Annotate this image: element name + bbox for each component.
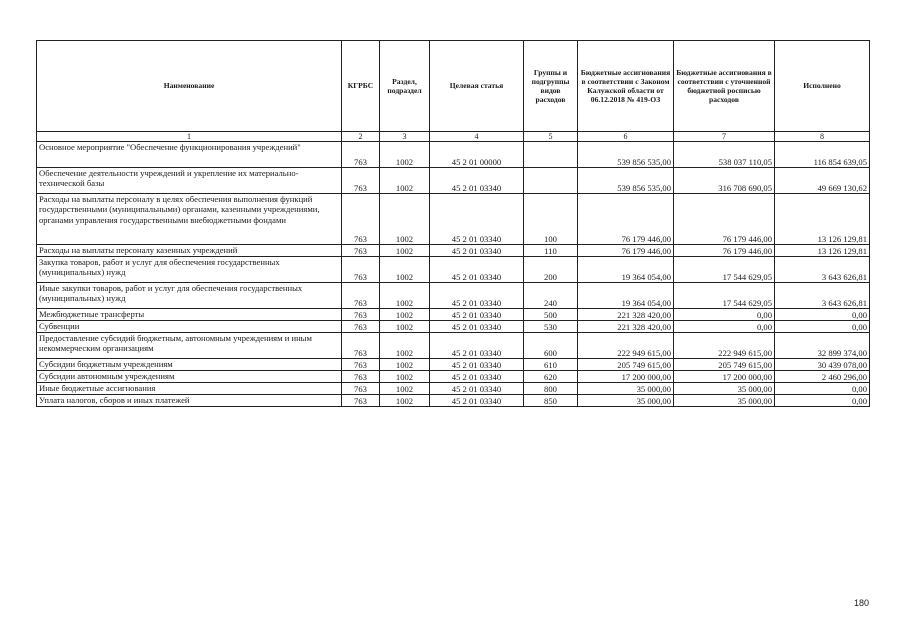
- row-law-amount: 76 179 446,00: [578, 245, 674, 257]
- row-target: 45 2 01 00000: [430, 142, 524, 168]
- row-section: 1002: [380, 257, 430, 283]
- row-group: 530: [524, 321, 578, 333]
- row-updated-amount: 222 949 615,00: [674, 333, 775, 359]
- row-group: 600: [524, 333, 578, 359]
- row-updated-amount: 35 000,00: [674, 395, 775, 407]
- table-row: [37, 359, 870, 371]
- row-kgrbs: 763: [342, 142, 380, 168]
- row-name: Уплата налогов, сборов и иных платежей: [37, 395, 342, 407]
- row-section: 1002: [380, 371, 430, 383]
- row-target: 45 2 01 03340: [430, 309, 524, 321]
- table-row: [37, 168, 870, 194]
- row-section: 1002: [380, 333, 430, 359]
- row-updated-amount: 538 037 110,05: [674, 142, 775, 168]
- row-group: 610: [524, 359, 578, 371]
- column-number: 7: [674, 132, 775, 142]
- row-section: 1002: [380, 168, 430, 194]
- row-executed-amount: 0,00: [775, 383, 870, 395]
- column-number: 2: [342, 132, 380, 142]
- row-group: [524, 142, 578, 168]
- row-group: 850: [524, 395, 578, 407]
- row-law-amount: 539 856 535,00: [578, 168, 674, 194]
- row-executed-amount: 13 126 129,81: [775, 245, 870, 257]
- table-body: [37, 142, 870, 407]
- header-executed: Исполнено: [775, 41, 870, 132]
- row-kgrbs: 763: [342, 333, 380, 359]
- row-executed-amount: 3 643 626,81: [775, 257, 870, 283]
- row-target: 45 2 01 03340: [430, 168, 524, 194]
- row-name: Предоставление субсидий бюджетным, автономным учреждениям и иным некоммерческим организациям: [37, 333, 342, 359]
- row-updated-amount: 17 544 629,05: [674, 283, 775, 309]
- row-law-amount: 222 949 615,00: [578, 333, 674, 359]
- header-target: Целевая статья: [430, 41, 524, 132]
- row-updated-amount: 35 000,00: [674, 383, 775, 395]
- row-section: 1002: [380, 194, 430, 245]
- header-groups: Группы и подгруппы видов расходов: [524, 41, 578, 132]
- row-executed-amount: 0,00: [775, 395, 870, 407]
- row-law-amount: 19 364 054,00: [578, 283, 674, 309]
- row-name: Обеспечение деятельности учреждений и укрепление их материально-технической базы: [37, 168, 342, 194]
- row-section: 1002: [380, 283, 430, 309]
- column-number: 5: [524, 132, 578, 142]
- column-number: 1: [37, 132, 342, 142]
- budget-table: [36, 40, 870, 407]
- row-target: 45 2 01 03340: [430, 333, 524, 359]
- table-row: [37, 309, 870, 321]
- column-number: 4: [430, 132, 524, 142]
- row-name: Закупка товаров, работ и услуг для обеспечения государственных (муниципальных) нужд: [37, 257, 342, 283]
- row-updated-amount: 0,00: [674, 309, 775, 321]
- row-target: 45 2 01 03340: [430, 359, 524, 371]
- table-row: [37, 333, 870, 359]
- row-target: 45 2 01 03340: [430, 194, 524, 245]
- row-executed-amount: 116 854 639,05: [775, 142, 870, 168]
- row-target: 45 2 01 03340: [430, 383, 524, 395]
- row-target: 45 2 01 03340: [430, 257, 524, 283]
- row-executed-amount: 30 439 078,00: [775, 359, 870, 371]
- row-updated-amount: 76 179 446,00: [674, 245, 775, 257]
- header-row: [37, 41, 870, 132]
- table-row: [37, 395, 870, 407]
- row-target: 45 2 01 03340: [430, 321, 524, 333]
- header-law-allocations: Бюджетные ассигнования в соответствии с Законом Калужской области от 06.12.2018 № 419-ОЗ: [578, 41, 674, 132]
- row-executed-amount: 49 669 130,62: [775, 168, 870, 194]
- row-law-amount: 221 328 420,00: [578, 321, 674, 333]
- row-law-amount: 35 000,00: [578, 395, 674, 407]
- row-target: 45 2 01 03340: [430, 245, 524, 257]
- row-updated-amount: 316 708 690,05: [674, 168, 775, 194]
- row-name: Межбюджетные трансферты: [37, 309, 342, 321]
- row-section: 1002: [380, 142, 430, 168]
- row-kgrbs: 763: [342, 309, 380, 321]
- row-kgrbs: 763: [342, 245, 380, 257]
- row-executed-amount: 32 899 374,00: [775, 333, 870, 359]
- table-row: [37, 283, 870, 309]
- row-kgrbs: 763: [342, 321, 380, 333]
- row-updated-amount: 17 544 629,05: [674, 257, 775, 283]
- header-kgrbs: КГРБС: [342, 41, 380, 132]
- row-name: Субвенции: [37, 321, 342, 333]
- row-kgrbs: 763: [342, 359, 380, 371]
- row-executed-amount: 2 460 296,00: [775, 371, 870, 383]
- row-name: Иные закупки товаров, работ и услуг для обеспечения государственных (муниципальных) нужд: [37, 283, 342, 309]
- row-section: 1002: [380, 359, 430, 371]
- table-row: [37, 383, 870, 395]
- column-number: 3: [380, 132, 430, 142]
- row-name: Субсидии бюджетным учреждениям: [37, 359, 342, 371]
- row-name: Иные бюджетные ассигнования: [37, 383, 342, 395]
- column-number: 6: [578, 132, 674, 142]
- row-kgrbs: 763: [342, 395, 380, 407]
- row-executed-amount: 0,00: [775, 309, 870, 321]
- row-law-amount: 205 749 615,00: [578, 359, 674, 371]
- row-updated-amount: 0,00: [674, 321, 775, 333]
- row-target: 45 2 01 03340: [430, 371, 524, 383]
- row-group: 200: [524, 257, 578, 283]
- row-executed-amount: 13 126 129,81: [775, 194, 870, 245]
- row-name: Основное мероприятие "Обеспечение функционирования учреждений": [37, 142, 342, 168]
- row-updated-amount: 205 749 615,00: [674, 359, 775, 371]
- row-section: 1002: [380, 245, 430, 257]
- row-group: 100: [524, 194, 578, 245]
- row-kgrbs: 763: [342, 283, 380, 309]
- row-target: 45 2 01 03340: [430, 283, 524, 309]
- header-updated-allocations: Бюджетные ассигнования в соответствии с уточненной бюджетной росписью расходов: [674, 41, 775, 132]
- row-group: 800: [524, 383, 578, 395]
- row-law-amount: 539 856 535,00: [578, 142, 674, 168]
- row-section: 1002: [380, 383, 430, 395]
- row-executed-amount: 3 643 626,81: [775, 283, 870, 309]
- row-law-amount: 19 364 054,00: [578, 257, 674, 283]
- row-name: Субсидии автономным учреждениям: [37, 371, 342, 383]
- row-law-amount: 17 200 000,00: [578, 371, 674, 383]
- row-updated-amount: 76 179 446,00: [674, 194, 775, 245]
- row-law-amount: 35 000,00: [578, 383, 674, 395]
- header-section: Раздел, подраздел: [380, 41, 430, 132]
- column-number: 8: [775, 132, 870, 142]
- row-group: 620: [524, 371, 578, 383]
- row-group: 110: [524, 245, 578, 257]
- row-name: Расходы на выплаты персоналу в целях обеспечения выполнения функций государственными (муниципальными) органами, казенными учреждениями, органами управления государственными внебюджетными фондами: [37, 194, 342, 245]
- row-kgrbs: 763: [342, 194, 380, 245]
- header-name: Наименование: [37, 41, 342, 132]
- table-row: [37, 142, 870, 168]
- page-number: 180: [854, 598, 870, 608]
- row-kgrbs: 763: [342, 257, 380, 283]
- row-kgrbs: 763: [342, 383, 380, 395]
- row-target: 45 2 01 03340: [430, 395, 524, 407]
- row-section: 1002: [380, 309, 430, 321]
- row-section: 1002: [380, 395, 430, 407]
- table-row: [37, 321, 870, 333]
- row-law-amount: 76 179 446,00: [578, 194, 674, 245]
- table-row: [37, 194, 870, 245]
- column-number-row: [37, 132, 870, 142]
- table-row: [37, 245, 870, 257]
- row-group: [524, 168, 578, 194]
- row-updated-amount: 17 200 000,00: [674, 371, 775, 383]
- row-group: 240: [524, 283, 578, 309]
- table-row: [37, 371, 870, 383]
- row-group: 500: [524, 309, 578, 321]
- row-executed-amount: 0,00: [775, 321, 870, 333]
- row-kgrbs: 763: [342, 371, 380, 383]
- table-row: [37, 257, 870, 283]
- row-section: 1002: [380, 321, 430, 333]
- row-kgrbs: 763: [342, 168, 380, 194]
- row-law-amount: 221 328 420,00: [578, 309, 674, 321]
- row-name: Расходы на выплаты персоналу казенных учреждений: [37, 245, 342, 257]
